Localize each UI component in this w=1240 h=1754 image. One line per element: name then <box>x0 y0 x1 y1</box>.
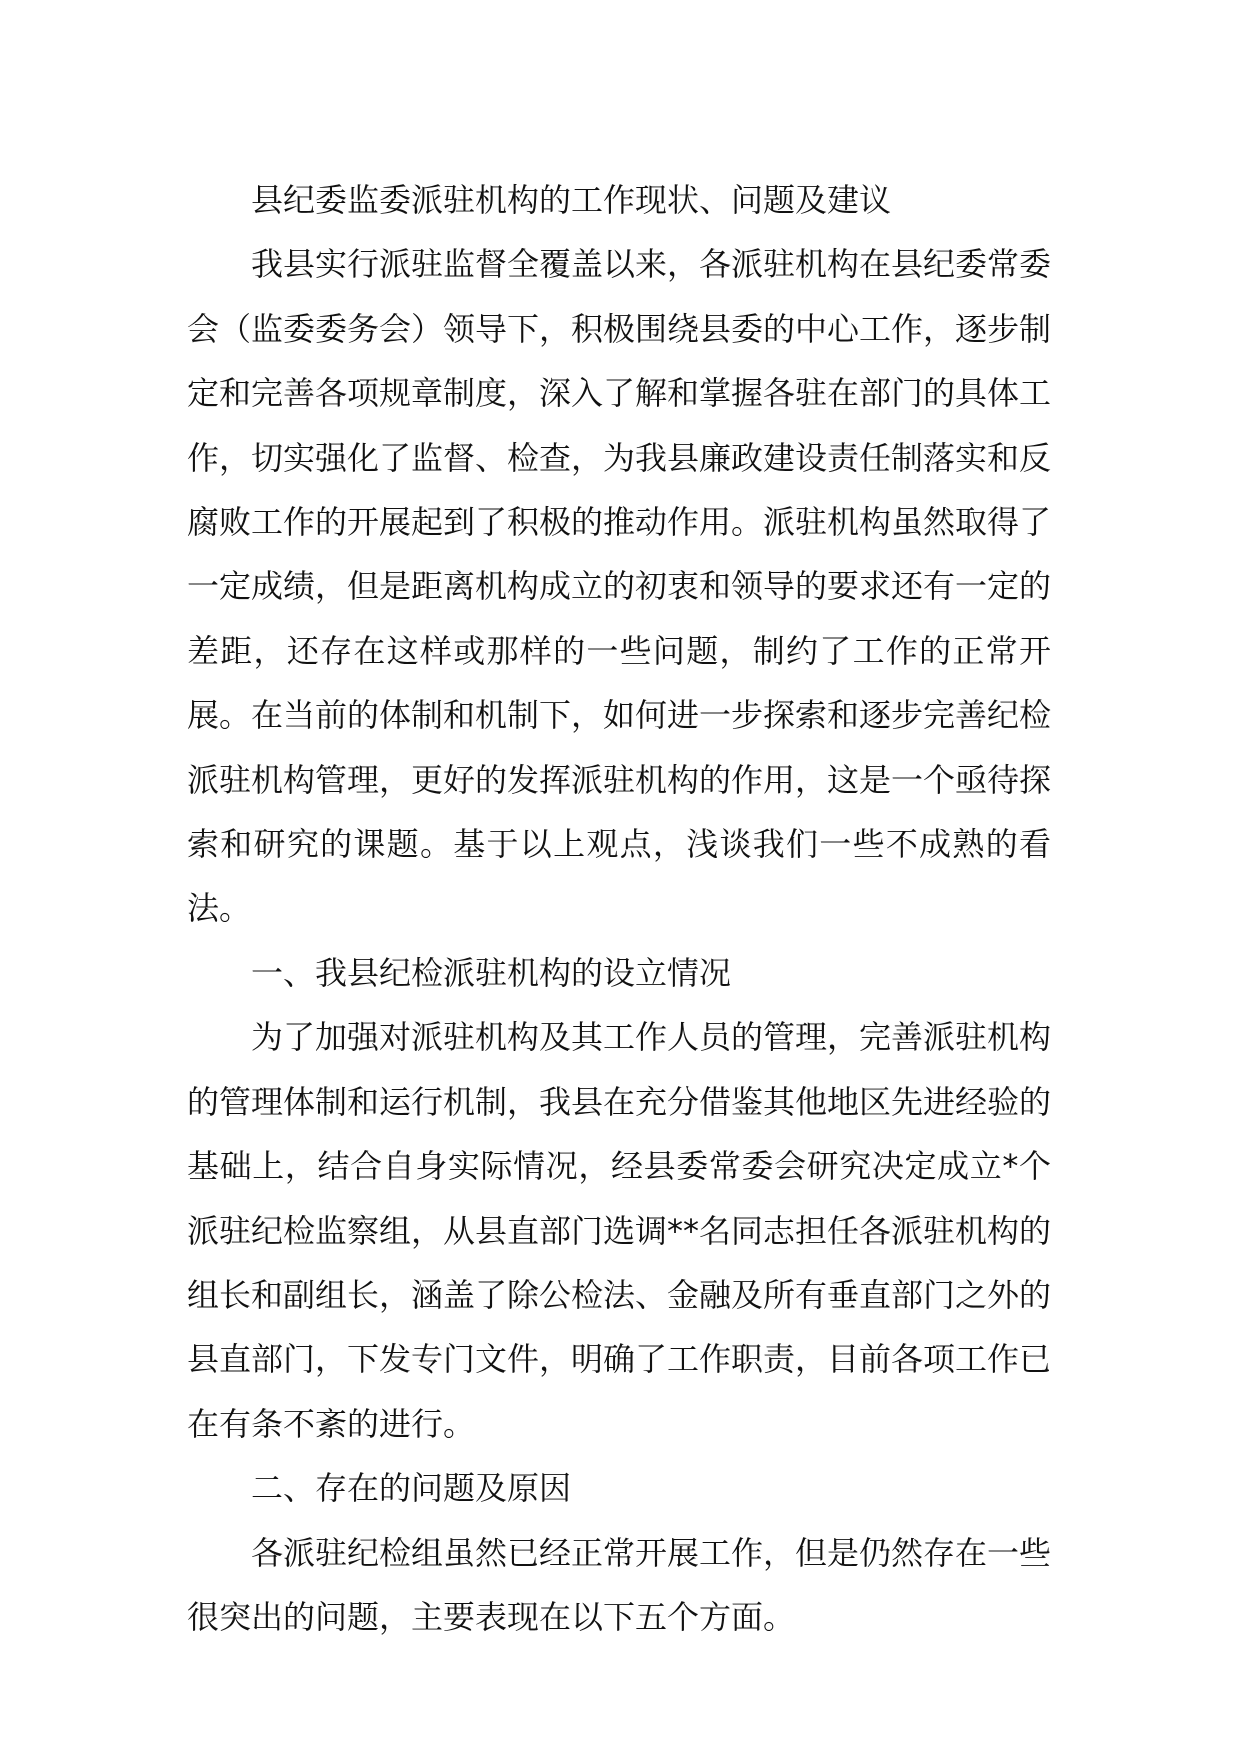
paragraph-intro: 我县实行派驻监督全覆盖以来，各派驻机构在县纪委常委会（监委委务会）领导下，积极围绕县委的中心工作，逐步制定和完善各项规章制度，深入了解和掌握各驻在部门的具体工作，切实强化了监督、检查，为我县廉政建设责任制落实和反腐败工作的开展起到了积极的推动作用。派驻机构虽然取得了一定成绩，但是距离机构成立的初衷和领导的要求还有一定的差距，还存在这样或那样的一些问题，制约了工作的正常开展。在当前的体制和机制下，如何进一步探索和逐步完善纪检派驻机构管理，更好的发挥派驻机构的作用，这是一个亟待探索和研究的课题。基于以上观点，浅谈我们一些不成熟的看法。 <box>187 245 1052 928</box>
document-title: 县纪委监委派驻机构的工作现状、问题及建议 <box>251 181 892 219</box>
section-heading-2: 二、存在的问题及原因 <box>251 1469 572 1508</box>
paragraph-section-2: 各派驻纪检组虽然已经正常开展工作，但是仍然存在一些很突出的问题，主要表现在以下五个方面。 <box>187 1533 1052 1636</box>
document-body <box>187 168 1051 1649</box>
paragraph-section-1: 为了加强对派驻机构及其工作人员的管理，完善派驻机构的管理体制和运行机制，我县在充分借鉴其他地区先进经验的基础上，结合自身实际情况，经县委常委会研究决定成立*个派驻纪检监察组，从县直部门选调**名同志担任各派驻机构的组长和副组长，涵盖了除公检法、金融及所有垂直部门之外的县直部门，下发专门文件，明确了工作职责，目前各项工作已在有条不紊的进行。 <box>187 1018 1052 1443</box>
section-heading-1: 一、我县纪检派驻机构的设立情况 <box>251 953 732 992</box>
